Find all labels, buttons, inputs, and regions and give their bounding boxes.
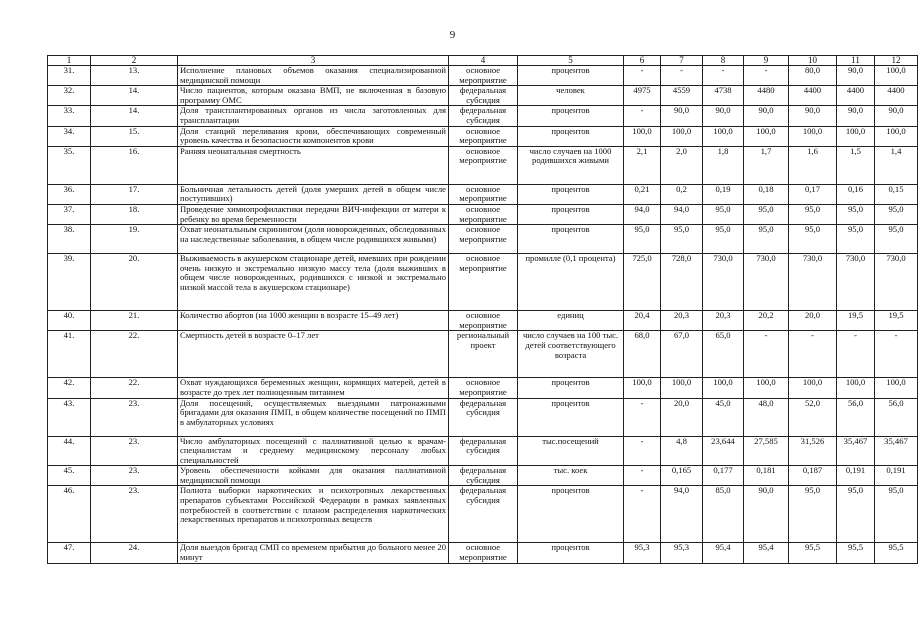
row-number: 45. bbox=[48, 466, 91, 486]
event-number: 21. bbox=[91, 311, 178, 331]
value-cell: 100,0 bbox=[744, 126, 789, 146]
value-cell: - bbox=[624, 66, 661, 86]
value-cell: 100,0 bbox=[875, 126, 918, 146]
header-row bbox=[48, 56, 918, 66]
value-cell: 56,0 bbox=[875, 398, 918, 436]
value-cell: 95,0 bbox=[703, 204, 744, 224]
value-cell: 94,0 bbox=[624, 204, 661, 224]
event-number: 17. bbox=[91, 184, 178, 204]
value-cell: - bbox=[624, 106, 661, 126]
column-header: 5 bbox=[518, 56, 624, 66]
event-type: основное мероприятие bbox=[449, 184, 518, 204]
indicator-name: Выживаемость в акушерском стационаре детей, имевших при рождении очень низкую и экстремально низкую массу тела (доля выживших в общем числе новорожденных, родившихся с низкой и экстремально низкой массой тела в акушерском стационаре) bbox=[178, 254, 449, 311]
row-number: 44. bbox=[48, 436, 91, 466]
unit-of-measure: единиц bbox=[518, 311, 624, 331]
value-cell: 94,0 bbox=[661, 204, 703, 224]
value-cell: 90,0 bbox=[703, 106, 744, 126]
value-cell: 95,4 bbox=[744, 543, 789, 563]
unit-of-measure: число случаев на 1000 родившихся живыми bbox=[518, 146, 624, 184]
value-cell: - bbox=[624, 486, 661, 543]
table-row bbox=[48, 126, 918, 146]
value-cell: 95,0 bbox=[837, 486, 875, 543]
value-cell: 80,0 bbox=[789, 66, 837, 86]
value-cell: 90,0 bbox=[744, 486, 789, 543]
row-number: 38. bbox=[48, 225, 91, 254]
indicator-name: Больничная летальность детей (доля умерших детей в общем числе поступивших) bbox=[178, 184, 449, 204]
value-cell: 100,0 bbox=[661, 126, 703, 146]
value-cell: 90,0 bbox=[837, 106, 875, 126]
row-number: 47. bbox=[48, 543, 91, 563]
value-cell: 95,0 bbox=[789, 225, 837, 254]
value-cell: 100,0 bbox=[703, 126, 744, 146]
value-cell: - bbox=[703, 66, 744, 86]
unit-of-measure: процентов bbox=[518, 66, 624, 86]
indicator-name: Охват неонатальным скринингом (доля новорожденных, обследованных на наследственные заболевания, в общем числе родившихся живыми) bbox=[178, 225, 449, 254]
value-cell: 67,0 bbox=[661, 331, 703, 378]
value-cell: 68,0 bbox=[624, 331, 661, 378]
value-cell: 0,15 bbox=[875, 184, 918, 204]
value-cell: 0,2 bbox=[661, 184, 703, 204]
table-row bbox=[48, 184, 918, 204]
value-cell: 95,0 bbox=[703, 225, 744, 254]
table-row bbox=[48, 254, 918, 311]
value-cell: 90,0 bbox=[837, 66, 875, 86]
indicator-name: Количество абортов (на 1000 женщин в возрасте 15–49 лет) bbox=[178, 311, 449, 331]
value-cell: - bbox=[661, 66, 703, 86]
value-cell: 45,0 bbox=[703, 398, 744, 436]
value-cell: 95,0 bbox=[875, 204, 918, 224]
value-cell: 4480 bbox=[744, 86, 789, 106]
value-cell: 20,3 bbox=[661, 311, 703, 331]
value-cell: 0,165 bbox=[661, 466, 703, 486]
column-header: 7 bbox=[661, 56, 703, 66]
event-type: федеральная субсидия bbox=[449, 466, 518, 486]
value-cell: 1,8 bbox=[703, 146, 744, 184]
value-cell: 4738 bbox=[703, 86, 744, 106]
value-cell: 100,0 bbox=[789, 126, 837, 146]
event-type: основное мероприятие bbox=[449, 543, 518, 563]
value-cell: 100,0 bbox=[789, 378, 837, 398]
table-row bbox=[48, 466, 918, 486]
column-header: 9 bbox=[744, 56, 789, 66]
row-number: 31. bbox=[48, 66, 91, 86]
value-cell: 100,0 bbox=[837, 378, 875, 398]
value-cell: - bbox=[744, 66, 789, 86]
value-cell: 1,6 bbox=[789, 146, 837, 184]
event-type: основное мероприятие bbox=[449, 204, 518, 224]
unit-of-measure: процентов bbox=[518, 543, 624, 563]
value-cell: 730,0 bbox=[837, 254, 875, 311]
row-number: 39. bbox=[48, 254, 91, 311]
column-header: 6 bbox=[624, 56, 661, 66]
row-number: 36. bbox=[48, 184, 91, 204]
event-number: 16. bbox=[91, 146, 178, 184]
unit-of-measure: промилле (0,1 процента) bbox=[518, 254, 624, 311]
value-cell: 95,0 bbox=[744, 204, 789, 224]
indicator-name: Полнота выборки наркотических и психотропных лекарственных препаратов субъектами Российской Федерации в рамках заявленных потребностей в соответствии с планом распределения наркотических лекарственных препаратов и психотропных веществ bbox=[178, 486, 449, 543]
table-row bbox=[48, 225, 918, 254]
unit-of-measure: процентов bbox=[518, 126, 624, 146]
unit-of-measure: процентов bbox=[518, 486, 624, 543]
indicator-name: Ранняя неонатальная смертность bbox=[178, 146, 449, 184]
event-number: 23. bbox=[91, 398, 178, 436]
value-cell: 0,191 bbox=[875, 466, 918, 486]
indicator-name: Доля станций переливания крови, обеспечивающих современный уровень качества и безопасности компонентов крови bbox=[178, 126, 449, 146]
value-cell: 4400 bbox=[837, 86, 875, 106]
value-cell: 20,3 bbox=[703, 311, 744, 331]
table-row bbox=[48, 436, 918, 466]
value-cell: 100,0 bbox=[837, 126, 875, 146]
value-cell: 20,0 bbox=[661, 398, 703, 436]
row-number: 46. bbox=[48, 486, 91, 543]
value-cell: 35,467 bbox=[837, 436, 875, 466]
value-cell: 95,0 bbox=[875, 486, 918, 543]
event-number: 23. bbox=[91, 486, 178, 543]
table-row bbox=[48, 146, 918, 184]
value-cell: 90,0 bbox=[744, 106, 789, 126]
value-cell: - bbox=[744, 331, 789, 378]
value-cell: 20,0 bbox=[789, 311, 837, 331]
value-cell: 95,0 bbox=[789, 204, 837, 224]
value-cell: 0,21 bbox=[624, 184, 661, 204]
table-row bbox=[48, 331, 918, 378]
event-type: основное мероприятие bbox=[449, 146, 518, 184]
value-cell: 95,0 bbox=[789, 486, 837, 543]
event-number: 20. bbox=[91, 254, 178, 311]
event-number: 23. bbox=[91, 436, 178, 466]
value-cell: 27,585 bbox=[744, 436, 789, 466]
row-number: 33. bbox=[48, 106, 91, 126]
value-cell: 52,0 bbox=[789, 398, 837, 436]
value-cell: 0,191 bbox=[837, 466, 875, 486]
value-cell: - bbox=[789, 331, 837, 378]
column-header: 3 bbox=[178, 56, 449, 66]
event-number: 23. bbox=[91, 466, 178, 486]
row-number: 43. bbox=[48, 398, 91, 436]
value-cell: 95,4 bbox=[703, 543, 744, 563]
value-cell: 95,3 bbox=[624, 543, 661, 563]
table-body bbox=[48, 66, 918, 564]
unit-of-measure: тыс.посещений bbox=[518, 436, 624, 466]
unit-of-measure: тыс. коек bbox=[518, 466, 624, 486]
event-number: 19. bbox=[91, 225, 178, 254]
value-cell: 100,0 bbox=[624, 378, 661, 398]
event-type: федеральная субсидия bbox=[449, 486, 518, 543]
value-cell: 48,0 bbox=[744, 398, 789, 436]
event-number: 22. bbox=[91, 331, 178, 378]
value-cell: - bbox=[624, 436, 661, 466]
event-number: 24. bbox=[91, 543, 178, 563]
indicator-name: Доля посещений, осуществляемых выездными патронажными бригадами для оказания ПМП, в общем количестве посещений по ПМП в амбулаторных условиях bbox=[178, 398, 449, 436]
value-cell: 95,5 bbox=[837, 543, 875, 563]
value-cell: 23,644 bbox=[703, 436, 744, 466]
value-cell: 725,0 bbox=[624, 254, 661, 311]
row-number: 41. bbox=[48, 331, 91, 378]
value-cell: - bbox=[837, 331, 875, 378]
table-row bbox=[48, 378, 918, 398]
value-cell: 95,5 bbox=[789, 543, 837, 563]
event-type: региональный проект bbox=[449, 331, 518, 378]
column-header: 1 bbox=[48, 56, 91, 66]
event-number: 22. bbox=[91, 378, 178, 398]
column-header: 12 bbox=[875, 56, 918, 66]
value-cell: 4975 bbox=[624, 86, 661, 106]
table-row bbox=[48, 106, 918, 126]
value-cell: 19,5 bbox=[875, 311, 918, 331]
value-cell: 0,181 bbox=[744, 466, 789, 486]
value-cell: 4,8 bbox=[661, 436, 703, 466]
value-cell: 20,2 bbox=[744, 311, 789, 331]
value-cell: 90,0 bbox=[789, 106, 837, 126]
table-row bbox=[48, 543, 918, 563]
indicator-name: Проведение химиопрофилактики передачи ВИЧ-инфекции от матери к ребенку во время беременности bbox=[178, 204, 449, 224]
column-header: 10 bbox=[789, 56, 837, 66]
value-cell: 95,5 bbox=[875, 543, 918, 563]
value-cell: 31,526 bbox=[789, 436, 837, 466]
table-row bbox=[48, 86, 918, 106]
unit-of-measure: процентов bbox=[518, 106, 624, 126]
indicator-name: Доля трансплантированных органов из числа заготовленных для трансплантации bbox=[178, 106, 449, 126]
value-cell: 0,18 bbox=[744, 184, 789, 204]
unit-of-measure: процентов bbox=[518, 225, 624, 254]
value-cell: 730,0 bbox=[744, 254, 789, 311]
value-cell: 19,5 bbox=[837, 311, 875, 331]
unit-of-measure: процентов bbox=[518, 204, 624, 224]
value-cell: 95,0 bbox=[744, 225, 789, 254]
value-cell: 0,187 bbox=[789, 466, 837, 486]
indicator-name: Исполнение плановых объемов оказания специализированной медицинской помощи bbox=[178, 66, 449, 86]
unit-of-measure: число случаев на 100 тыс. детей соответствующего возраста bbox=[518, 331, 624, 378]
value-cell: 0,19 bbox=[703, 184, 744, 204]
value-cell: 0,17 bbox=[789, 184, 837, 204]
row-number: 35. bbox=[48, 146, 91, 184]
value-cell: 1,4 bbox=[875, 146, 918, 184]
event-type: федеральная субсидия bbox=[449, 86, 518, 106]
event-type: основное мероприятие bbox=[449, 66, 518, 86]
indicator-name: Смертность детей в возрасте 0–17 лет bbox=[178, 331, 449, 378]
unit-of-measure: человек bbox=[518, 86, 624, 106]
table-row bbox=[48, 204, 918, 224]
value-cell: 95,0 bbox=[837, 204, 875, 224]
table-row bbox=[48, 486, 918, 543]
event-type: основное мероприятие bbox=[449, 225, 518, 254]
value-cell: 100,0 bbox=[744, 378, 789, 398]
value-cell: 90,0 bbox=[661, 106, 703, 126]
unit-of-measure: процентов bbox=[518, 378, 624, 398]
value-cell: 65,0 bbox=[703, 331, 744, 378]
unit-of-measure: процентов bbox=[518, 398, 624, 436]
value-cell: 728,0 bbox=[661, 254, 703, 311]
row-number: 32. bbox=[48, 86, 91, 106]
table-row bbox=[48, 66, 918, 86]
event-number: 14. bbox=[91, 106, 178, 126]
row-number: 34. bbox=[48, 126, 91, 146]
value-cell: 95,0 bbox=[875, 225, 918, 254]
value-cell: 0,177 bbox=[703, 466, 744, 486]
value-cell: 100,0 bbox=[661, 378, 703, 398]
row-number: 40. bbox=[48, 311, 91, 331]
value-cell: 85,0 bbox=[703, 486, 744, 543]
indicator-name: Охват нуждающихся беременных женщин, кормящих матерей, детей в возрасте до трех лет полноценным питанием bbox=[178, 378, 449, 398]
value-cell: 95,0 bbox=[837, 225, 875, 254]
page-number: 9 bbox=[449, 29, 456, 41]
event-type: федеральная субсидия bbox=[449, 398, 518, 436]
value-cell: 2,1 bbox=[624, 146, 661, 184]
indicator-name: Число амбулаторных посещений с паллиативной целью к врачам-специалистам и среднему медицинскому персоналу любых специальностей bbox=[178, 436, 449, 466]
row-number: 37. bbox=[48, 204, 91, 224]
indicator-name: Число пациентов, которым оказана ВМП, не включенная в базовую программу ОМС bbox=[178, 86, 449, 106]
table-row bbox=[48, 398, 918, 436]
value-cell: 4400 bbox=[789, 86, 837, 106]
indicators-table bbox=[47, 55, 918, 564]
value-cell: 2,0 bbox=[661, 146, 703, 184]
unit-of-measure: процентов bbox=[518, 184, 624, 204]
value-cell: 1,7 bbox=[744, 146, 789, 184]
event-type: федеральная субсидия bbox=[449, 436, 518, 466]
event-number: 18. bbox=[91, 204, 178, 224]
value-cell: 56,0 bbox=[837, 398, 875, 436]
column-header: 2 bbox=[91, 56, 178, 66]
event-type: основное мероприятие bbox=[449, 254, 518, 311]
value-cell: 95,0 bbox=[661, 225, 703, 254]
value-cell: 100,0 bbox=[875, 378, 918, 398]
row-number: 42. bbox=[48, 378, 91, 398]
value-cell: - bbox=[624, 398, 661, 436]
value-cell: 100,0 bbox=[703, 378, 744, 398]
value-cell: - bbox=[875, 331, 918, 378]
value-cell: 90,0 bbox=[875, 106, 918, 126]
value-cell: - bbox=[624, 466, 661, 486]
event-type: основное мероприятие bbox=[449, 378, 518, 398]
column-header: 8 bbox=[703, 56, 744, 66]
indicator-name: Доля выездов бригад СМП со временем прибытия до больного менее 20 минут bbox=[178, 543, 449, 563]
value-cell: 730,0 bbox=[875, 254, 918, 311]
value-cell: 95,3 bbox=[661, 543, 703, 563]
indicator-name: Уровень обеспеченности койками для оказания паллиативной медицинской помощи bbox=[178, 466, 449, 486]
event-number: 13. bbox=[91, 66, 178, 86]
value-cell: 35,467 bbox=[875, 436, 918, 466]
value-cell: 94,0 bbox=[661, 486, 703, 543]
event-type: федеральная субсидия bbox=[449, 106, 518, 126]
value-cell: 100,0 bbox=[875, 66, 918, 86]
value-cell: 730,0 bbox=[703, 254, 744, 311]
value-cell: 0,16 bbox=[837, 184, 875, 204]
event-type: основное мероприятие bbox=[449, 126, 518, 146]
value-cell: 730,0 bbox=[789, 254, 837, 311]
column-header: 4 bbox=[449, 56, 518, 66]
column-header: 11 bbox=[837, 56, 875, 66]
event-number: 14. bbox=[91, 86, 178, 106]
value-cell: 1,5 bbox=[837, 146, 875, 184]
value-cell: 4559 bbox=[661, 86, 703, 106]
value-cell: 100,0 bbox=[624, 126, 661, 146]
value-cell: 95,0 bbox=[624, 225, 661, 254]
event-number: 15. bbox=[91, 126, 178, 146]
value-cell: 4400 bbox=[875, 86, 918, 106]
value-cell: 20,4 bbox=[624, 311, 661, 331]
table-row bbox=[48, 311, 918, 331]
event-type: основное мероприятие bbox=[449, 311, 518, 331]
